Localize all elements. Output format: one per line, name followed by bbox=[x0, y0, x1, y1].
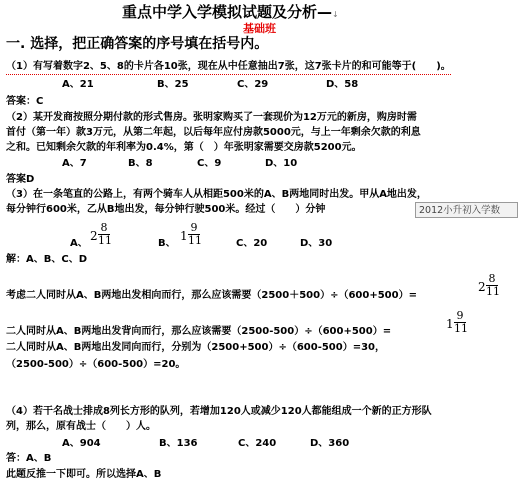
fraction-whole: 1 bbox=[180, 229, 188, 243]
q3-option-a-label: A、 bbox=[70, 238, 88, 249]
q1-option-d: D、58 bbox=[326, 79, 359, 90]
q4-option-d: D、360 bbox=[310, 438, 350, 449]
fraction-numerator: 8 bbox=[98, 222, 110, 235]
q4-stem-line1: （4）若干名战士排成8列长方形的队列，若增加120人或减少120人都能组成一个新的正方形队 bbox=[6, 406, 432, 417]
fraction-whole: 2 bbox=[478, 280, 486, 294]
q3-stem-line2: 每分钟行600米，乙从B地出发，每分钟行驶500米。经过（ ）分钟 bbox=[6, 204, 326, 215]
paragraph-mark: ↓ bbox=[332, 10, 339, 19]
q1-option-a: A、21 bbox=[62, 79, 94, 90]
q2-option-c: C、9 bbox=[197, 158, 222, 169]
q2-stem-line3: 之和。已知剩余欠款的年利率为0.4%，第（ ）年张明家需要交房款5200元。 bbox=[6, 142, 362, 153]
fraction-whole: 2 bbox=[90, 229, 98, 243]
q3-option-c: C、20 bbox=[236, 238, 268, 249]
fraction-numerator: 9 bbox=[188, 222, 200, 235]
q4-option-b: B、136 bbox=[159, 438, 198, 449]
fraction-numerator: 8 bbox=[486, 273, 498, 286]
q3-option-a-fraction bbox=[90, 222, 112, 248]
q2-option-b: B、8 bbox=[128, 158, 153, 169]
q4-option-a: A、904 bbox=[62, 438, 101, 449]
q3-stem-line1: （3）在一条笔直的公路上，有两个骑车人从相距500米的A、B两地同时出发。甲从A地出发， bbox=[6, 189, 427, 200]
q1-option-b: B、25 bbox=[157, 79, 189, 90]
q2-stem-line2: 首付（第一年）款3万元，从第二年起，以后每年应付房款5000元，与上一年剩余欠款的利息 bbox=[6, 127, 421, 138]
q3-solution-line1: 考虑二人同时从A、B两地出发相向而行，那么应该需要（2500＋500）÷（600+500）= bbox=[6, 290, 417, 301]
q3-solution-line4: （2500-500）÷（600-500）=20。 bbox=[6, 359, 186, 370]
page-subtitle: 基础班 bbox=[243, 22, 276, 35]
section-heading: 一. 选择，把正确答案的序号填在括号内。 bbox=[6, 36, 269, 52]
q3-answer: 解：A、B、C、D bbox=[6, 254, 88, 265]
q1-stem: （1）有写着数字2、5、8的卡片各10张，现在从中任意抽出7张，这7张卡片的和可能等于( )。 bbox=[6, 60, 451, 75]
fraction-denominator: 11 bbox=[454, 322, 468, 335]
fraction-numerator: 9 bbox=[454, 310, 466, 323]
page-title: 重点中学入学模拟试题及分析—↓ bbox=[122, 3, 339, 21]
q3-solution-line2: 二人同时从A、B两地出发背向而行，那么应该需要（2500-500）÷（600+500）= bbox=[6, 326, 392, 337]
q2-option-d: D、10 bbox=[265, 158, 298, 169]
q4-option-c: C、240 bbox=[238, 438, 277, 449]
fraction-whole: 1 bbox=[446, 317, 454, 331]
fraction-denominator: 11 bbox=[98, 234, 112, 247]
q3-option-b-fraction bbox=[180, 222, 202, 248]
q2-option-a: A、7 bbox=[62, 158, 87, 169]
q3-option-b-label: B、 bbox=[158, 238, 176, 249]
q3-solution1-fraction bbox=[478, 273, 500, 299]
q1-answer: 答案：C bbox=[6, 96, 44, 107]
fraction-denominator: 11 bbox=[188, 234, 202, 247]
tooltip: 2012小升初入学数 bbox=[415, 202, 518, 218]
q1-option-c: C、29 bbox=[237, 79, 269, 90]
q4-answer: 答：A、B bbox=[6, 453, 52, 464]
q4-solution: 此题反推一下即可。所以选择A、B bbox=[6, 469, 162, 480]
fraction-denominator: 11 bbox=[486, 285, 500, 298]
q3-solution-line3: 二人同时从A、B两地出发同向而行，分别为（2500+500）÷（600-500）=30， bbox=[6, 342, 386, 353]
q2-answer: 答案D bbox=[6, 174, 35, 185]
q4-stem-line2: 列，那么，原有战士（ ）人。 bbox=[6, 421, 156, 432]
q3-option-d: D、30 bbox=[300, 238, 333, 249]
q2-stem-line1: （2）某开发商按照分期付款的形式售房。张明家购买了一套现价为12万元的新房，购房时需 bbox=[6, 112, 417, 123]
q3-solution2-fraction bbox=[446, 310, 468, 336]
